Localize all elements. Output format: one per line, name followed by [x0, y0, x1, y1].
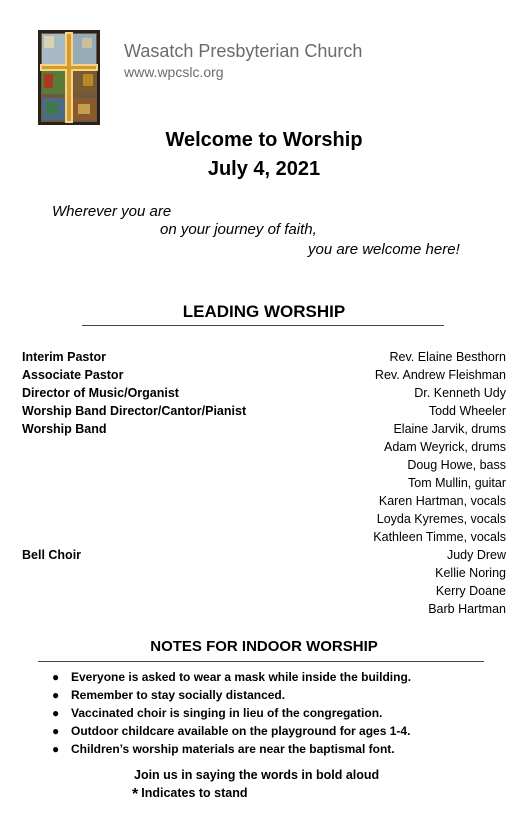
bullet-icon: ● — [52, 706, 60, 720]
role-row — [22, 439, 506, 457]
welcome-heading: Welcome to Worship — [165, 129, 363, 151]
list-item — [52, 686, 502, 704]
tagline-line-2: on your journey of faith, — [160, 221, 317, 238]
indoor-notes-list — [52, 668, 502, 758]
list-item — [52, 722, 502, 740]
role-row — [22, 475, 506, 493]
indoor-notes-heading: NOTES FOR INDOOR WORSHIP — [150, 638, 378, 655]
role-row — [22, 511, 506, 529]
stand-note-text: Indicates to stand — [141, 786, 248, 800]
bullet-icon: ● — [52, 688, 60, 702]
role-row — [22, 493, 506, 511]
church-website: www.wpcslc.org — [124, 64, 224, 80]
note-text: Children’s worship materials are near the baptismal font. — [71, 742, 395, 756]
bold-aloud-note: Join us in saying the words in bold aloud — [134, 768, 380, 782]
role-row — [22, 583, 506, 601]
note-text: Everyone is asked to wear a mask while inside the building. — [71, 670, 412, 684]
role-label: Associate Pastor — [22, 368, 124, 382]
role-row — [22, 403, 506, 421]
role-person: Todd Wheeler — [428, 404, 506, 418]
note-text: Remember to stay socially distanced. — [71, 688, 286, 702]
role-label: Director of Music/Organist — [22, 386, 179, 400]
role-row — [22, 565, 506, 583]
role-person: Kerry Doane — [435, 584, 506, 598]
role-person: Rev. Andrew Fleishman — [374, 368, 506, 382]
bullet-icon: ● — [52, 724, 60, 738]
note-text: Outdoor childcare available on the playground for ages 1-4. — [71, 724, 411, 738]
leading-worship-list — [22, 349, 506, 619]
tagline-line-1: Wherever you are — [52, 203, 172, 220]
role-row — [22, 367, 506, 385]
role-person: Karen Hartman, vocals — [378, 494, 506, 508]
role-row — [22, 349, 506, 367]
list-item — [52, 740, 502, 758]
role-label: Worship Band — [22, 422, 107, 436]
role-label: Bell Choir — [22, 548, 82, 562]
tagline-line-3: you are welcome here! — [308, 241, 460, 258]
bullet-icon: ● — [52, 742, 60, 756]
stained-glass-cross-icon — [38, 30, 100, 125]
role-person: Doug Howe, bass — [407, 458, 506, 472]
role-person: Elaine Jarvik, drums — [393, 422, 506, 436]
role-person: Rev. Elaine Besthorn — [389, 350, 506, 364]
role-row — [22, 529, 506, 547]
role-person: Dr. Kenneth Udy — [414, 386, 506, 400]
role-label: Interim Pastor — [22, 350, 107, 364]
role-row — [22, 457, 506, 475]
role-row — [22, 385, 506, 403]
role-label: Worship Band Director/Cantor/Pianist — [22, 404, 247, 418]
role-person: Judy Drew — [446, 548, 506, 562]
role-row — [22, 547, 506, 565]
role-person: Loyda Kyremes, vocals — [376, 512, 506, 526]
note-text: Vaccinated choir is singing in lieu of the congregation. — [71, 706, 383, 720]
stand-note — [132, 786, 248, 804]
asterisk-icon: * — [132, 786, 139, 803]
service-date: July 4, 2021 — [207, 158, 321, 180]
role-row — [22, 601, 506, 619]
bullet-icon: ● — [52, 670, 60, 684]
list-item — [52, 704, 502, 722]
role-person: Adam Weyrick, drums — [383, 440, 506, 454]
leading-worship-heading: LEADING WORSHIP — [182, 302, 346, 321]
role-person: Kellie Noring — [435, 566, 506, 580]
leading-worship-divider — [82, 325, 444, 326]
list-item — [52, 668, 502, 686]
indoor-notes-divider — [38, 661, 484, 662]
role-row — [22, 421, 506, 439]
role-person: Tom Mullin, guitar — [408, 476, 506, 490]
church-name: Wasatch Presbyterian Church — [124, 41, 363, 61]
role-person: Kathleen Timme, vocals — [373, 530, 506, 544]
role-person: Barb Hartman — [428, 602, 506, 616]
